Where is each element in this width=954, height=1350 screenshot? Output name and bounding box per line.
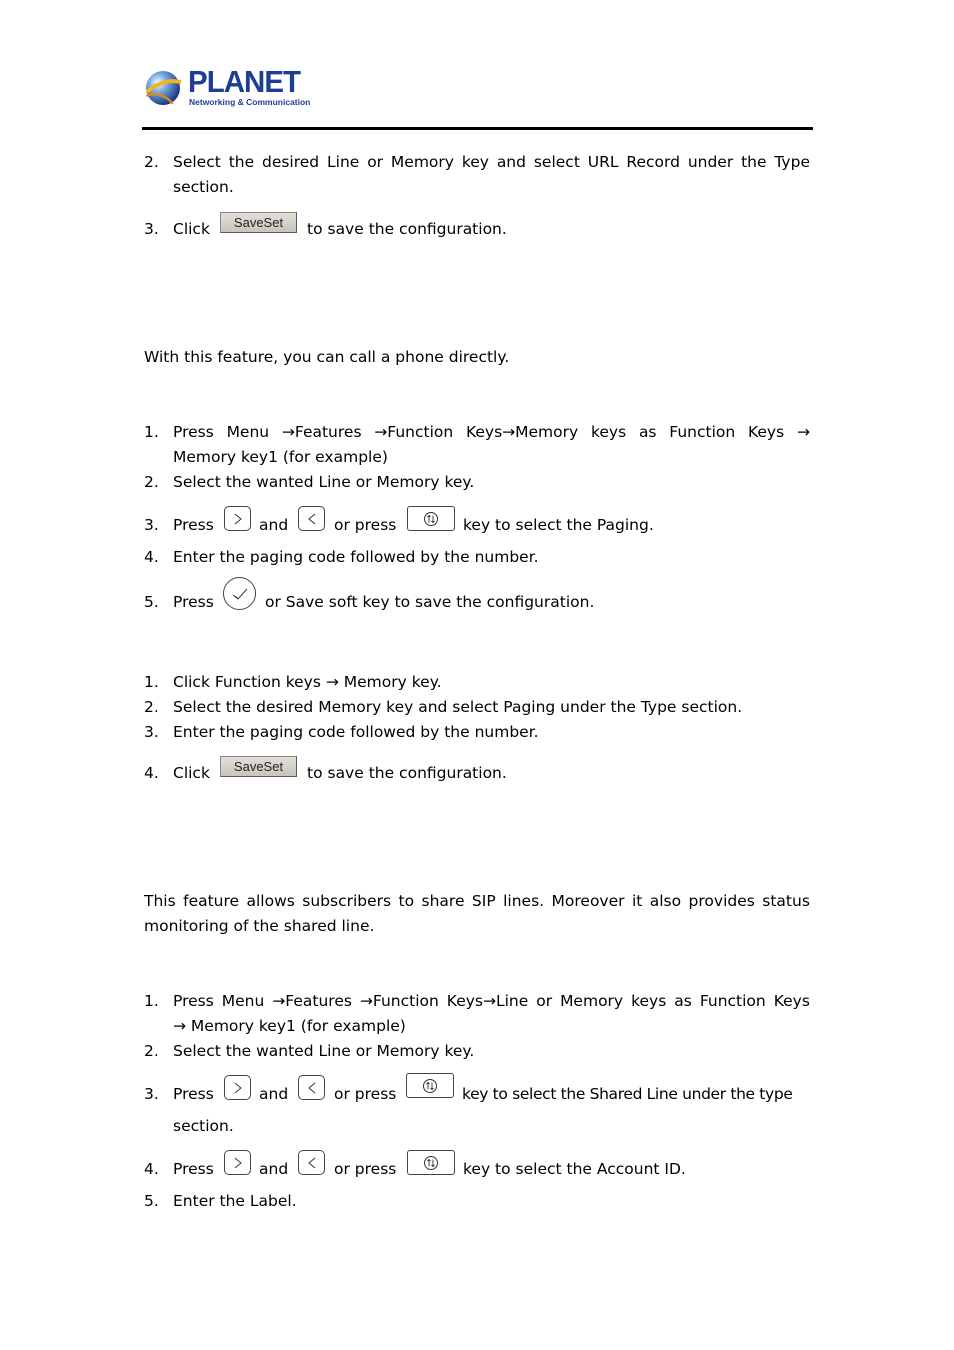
brand-name: PLANET [188, 64, 301, 99]
step-number: 3. [144, 1085, 159, 1103]
shared-intro-text: This feature allows subscribers to share SIP lines. Moreover it also provides status [144, 892, 810, 910]
ok-key-icon [223, 577, 256, 610]
paging-step3-orpress: or press [334, 516, 397, 534]
shared-step1-text: Press Menu →Features →Function Keys→Line or Memory keys as Function Keys [173, 992, 810, 1010]
right-key-icon [224, 506, 251, 531]
step-number: 4. [144, 548, 159, 566]
step-number: 3. [144, 220, 159, 238]
brand-tagline: Networking & Communication [189, 97, 311, 107]
step-number: 3. [144, 516, 159, 534]
paging-intro: With this feature, you can call a phone directly. [144, 348, 510, 366]
shared-step5: Enter the Label. [173, 1192, 297, 1210]
paging-step2: Select the wanted Line or Memory key. [173, 473, 475, 491]
url-step2-cont: section. [173, 178, 234, 196]
switch-key-icon [407, 1150, 455, 1175]
step-number: 1. [144, 992, 159, 1010]
step-number: 3. [144, 723, 159, 741]
paging-step5-post: or Save soft key to save the configuration. [265, 593, 595, 611]
paging-web-step3: Enter the paging code followed by the number. [173, 723, 539, 741]
shared-step4-post: key to select the Account ID. [463, 1160, 686, 1178]
shared-step4-and: and [259, 1160, 289, 1178]
step-number: 4. [144, 1160, 159, 1178]
shared-intro-cont: monitoring of the shared line. [144, 917, 375, 935]
switch-key-icon [406, 1073, 454, 1098]
paging-web-step4-post: to save the configuration. [307, 764, 507, 782]
step-number: 2. [144, 153, 159, 171]
paging-step4: Enter the paging code followed by the number. [173, 548, 539, 566]
right-key-icon [224, 1150, 251, 1175]
paging-web-step2: Select the desired Memory key and select Paging under the Type section. [173, 698, 743, 716]
shared-step3-orpress: or press [334, 1085, 397, 1103]
shared-step3-post: key to select the Shared Line under the type [462, 1085, 793, 1103]
step-number: 2. [144, 698, 159, 716]
paging-step1-cont: Memory key1 (for example) [173, 448, 388, 466]
paging-step3-and: and [259, 516, 289, 534]
url-step2-text: Select the desired Line or Memory key and select URL Record under the Type [173, 153, 810, 171]
url-step3-post: to save the configuration. [307, 220, 507, 238]
step-number: 4. [144, 764, 159, 782]
paging-step1-text: Press Menu →Features →Function Keys→Memory keys as Function Keys → [173, 423, 810, 441]
left-key-icon [298, 1075, 325, 1100]
saveset-button: SaveSet [220, 212, 297, 233]
shared-step3-cont: section. [173, 1117, 234, 1135]
paging-step5-press: Press [173, 593, 214, 611]
step-number: 1. [144, 423, 159, 441]
step-number: 2. [144, 473, 159, 491]
shared-step3-press: Press [173, 1085, 214, 1103]
paging-web-step1: Click Function keys → Memory key. [173, 673, 442, 691]
left-key-icon [298, 506, 325, 531]
planet-globe-logo [143, 68, 183, 108]
step-number: 5. [144, 1192, 159, 1210]
shared-step1-cont: → Memory key1 (for example) [173, 1017, 406, 1035]
saveset-button: SaveSet [220, 756, 297, 777]
switch-key-icon [407, 506, 455, 531]
paging-web-step4-pre: Click [173, 764, 210, 782]
paging-step3-post: key to select the Paging. [463, 516, 654, 534]
left-key-icon [298, 1150, 325, 1175]
shared-step2: Select the wanted Line or Memory key. [173, 1042, 475, 1060]
step-number: 2. [144, 1042, 159, 1060]
right-key-icon [224, 1075, 251, 1100]
paging-step3-press: Press [173, 516, 214, 534]
step-number: 1. [144, 673, 159, 691]
shared-step4-orpress: or press [334, 1160, 397, 1178]
shared-step3-and: and [259, 1085, 289, 1103]
header-rule [142, 127, 813, 130]
step-number: 5. [144, 593, 159, 611]
url-step3-pre: Click [173, 220, 210, 238]
shared-step4-press: Press [173, 1160, 214, 1178]
